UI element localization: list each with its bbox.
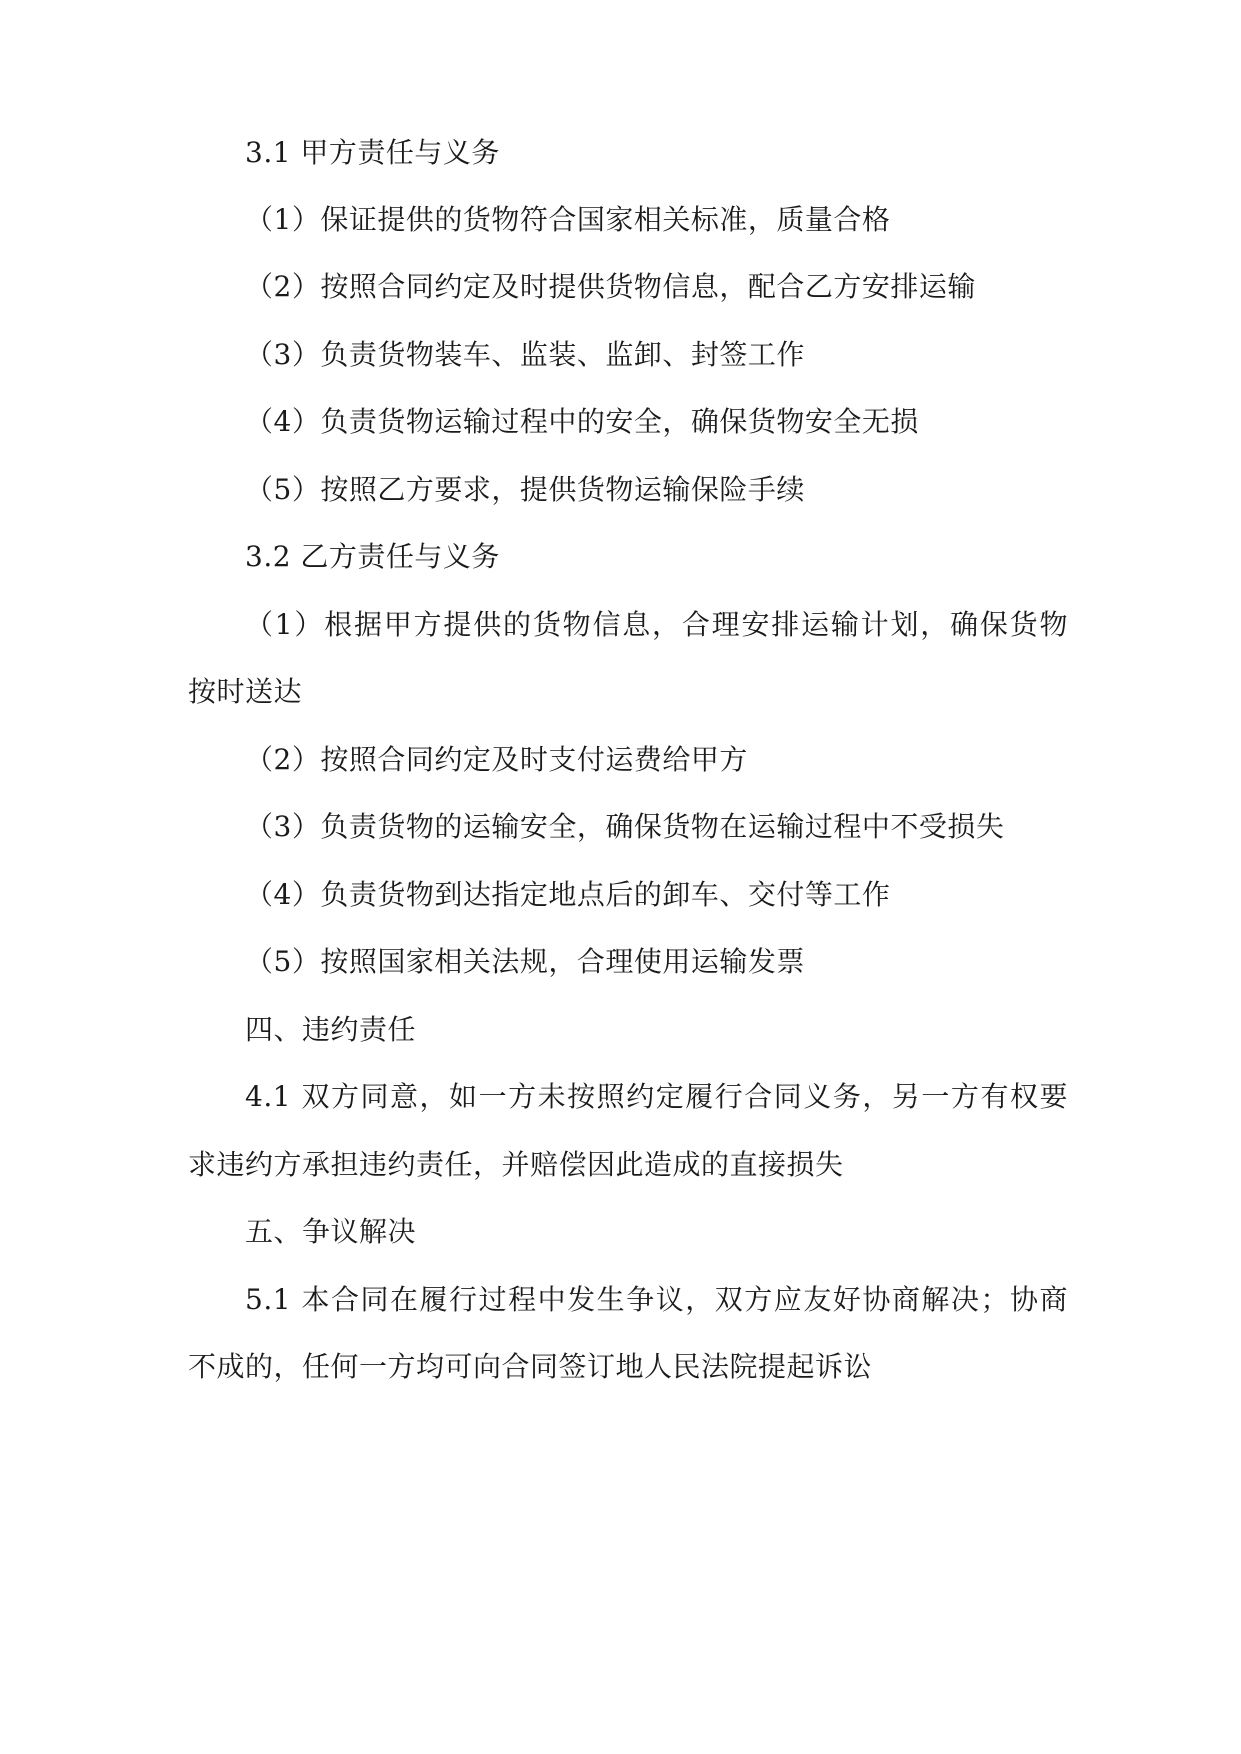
clause-3-2-5: （5）按照国家相关法规，合理使用运输发票 <box>245 945 805 978</box>
clause-3-2-2: （2）按照合同约定及时支付运费给甲方 <box>245 743 748 776</box>
clause-4-1-line-1: 4.1 双方同意，如一方未按照约定履行合同义务，另一方有权要 <box>245 1080 1068 1113</box>
clause-3-2-1-line-2: 按时送达 <box>188 675 303 708</box>
clause-3-1-5: （5）按照乙方要求，提供货物运输保险手续 <box>245 473 805 506</box>
clause-3-2-4: （4）负责货物到达指定地点后的卸车、交付等工作 <box>245 878 891 911</box>
clause-3-1-1: （1）保证提供的货物符合国家相关标准，质量合格 <box>245 203 891 236</box>
clause-3-2-3: （3）负责货物的运输安全，确保货物在运输过程中不受损失 <box>245 810 1005 843</box>
clause-5-1-line-1: 5.1 本合同在履行过程中发生争议，双方应友好协商解决；协商 <box>245 1283 1068 1316</box>
clause-3-2-1-line-1: （1）根据甲方提供的货物信息，合理安排运输计划，确保货物 <box>245 608 1068 641</box>
clause-3-1-2: （2）按照合同约定及时提供货物信息，配合乙方安排运输 <box>245 270 976 303</box>
clause-4-1-line-2: 求违约方承担违约责任，并赔偿因此造成的直接损失 <box>188 1148 844 1181</box>
clause-5-1-line-2: 不成的，任何一方均可向合同签订地人民法院提起诉讼 <box>188 1350 873 1383</box>
section-heading-3-1: 3.1 甲方责任与义务 <box>245 136 500 169</box>
section-heading-4: 四、违约责任 <box>245 1013 417 1046</box>
clause-3-1-4: （4）负责货物运输过程中的安全，确保货物安全无损 <box>245 405 919 438</box>
clause-3-1-3: （3）负责货物装车、监装、监卸、封签工作 <box>245 338 805 371</box>
section-heading-3-2: 3.2 乙方责任与义务 <box>245 540 500 573</box>
section-heading-5: 五、争议解决 <box>245 1215 417 1248</box>
